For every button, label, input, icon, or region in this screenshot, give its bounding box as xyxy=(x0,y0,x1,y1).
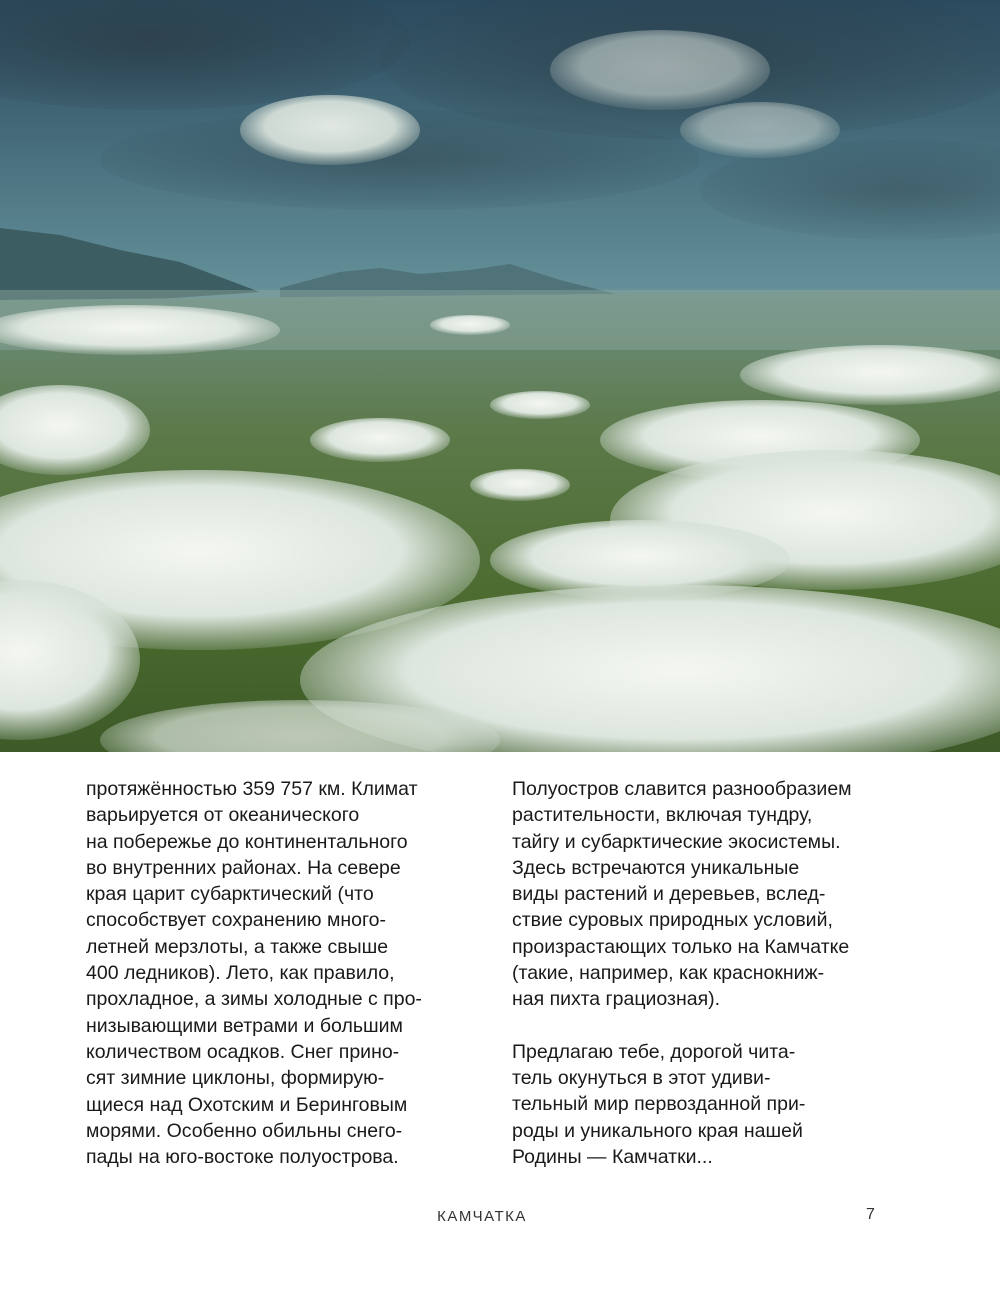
text-line: на побережье до континентального xyxy=(86,830,408,853)
text-line: во внутренних районах. На севере xyxy=(86,856,401,879)
text-line: роды и уникального края нашей xyxy=(512,1119,803,1142)
text-line: тельный мир первозданной при- xyxy=(512,1093,806,1116)
text-line: прохладное, а зимы холодные с про- xyxy=(86,988,422,1011)
text-line: Здесь встречаются уникальные xyxy=(512,856,800,879)
text-line: низывающими ветрами и большим xyxy=(86,1014,403,1037)
text-line: сят зимние циклоны, формирую- xyxy=(86,1067,385,1090)
text-line: виды растений и деревьев, вслед- xyxy=(512,883,826,906)
text-line: растительности, включая тундру, xyxy=(512,804,813,827)
text-line: варьируется от океанического xyxy=(86,804,360,827)
text-line: 400 ледников). Лето, как правило, xyxy=(86,962,395,985)
text-line: щиеся над Охотским и Беринговым xyxy=(86,1093,408,1116)
text-line: Родины — Камчатки... xyxy=(512,1145,713,1168)
text-line: летней мерзлоты, а также свыше xyxy=(86,935,389,958)
text-line: тель окунуться в этот удиви- xyxy=(512,1066,771,1089)
left-text-column xyxy=(86,776,436,1170)
text-line: ная пихта грациозная). xyxy=(512,988,721,1011)
text-line: (такие, например, как краснокниж- xyxy=(512,962,825,985)
text-line: пады на юго-востоке полуострова. xyxy=(86,1146,399,1169)
text-line: края царит субарктический (что xyxy=(86,883,374,906)
right-paragraph-1 xyxy=(512,776,882,1013)
text-line: количеством осадков. Снег прино- xyxy=(86,1040,400,1063)
text-line: Предлагаю тебе, дорогой чита- xyxy=(512,1040,796,1063)
text-line: способствует сохранению много- xyxy=(86,909,387,932)
text-line: произрастающих только на Камчатке xyxy=(512,935,850,958)
left-paragraph xyxy=(86,776,436,1170)
page-number: 7 xyxy=(866,1206,875,1223)
right-paragraph-2 xyxy=(512,1039,882,1170)
running-footer-title: КАМЧАТКА xyxy=(437,1208,527,1225)
text-line: тайгу и субарктические экосистемы. xyxy=(512,830,841,853)
text-line: Полуостров славится разнообразием xyxy=(512,778,852,800)
text-line: протяжённостью 359 757 км. Климат xyxy=(86,778,418,800)
text-line: ствие суровых природных условий, xyxy=(512,909,833,932)
right-text-column xyxy=(512,776,882,1170)
text-line: морями. Особенно обильны снего- xyxy=(86,1119,403,1142)
